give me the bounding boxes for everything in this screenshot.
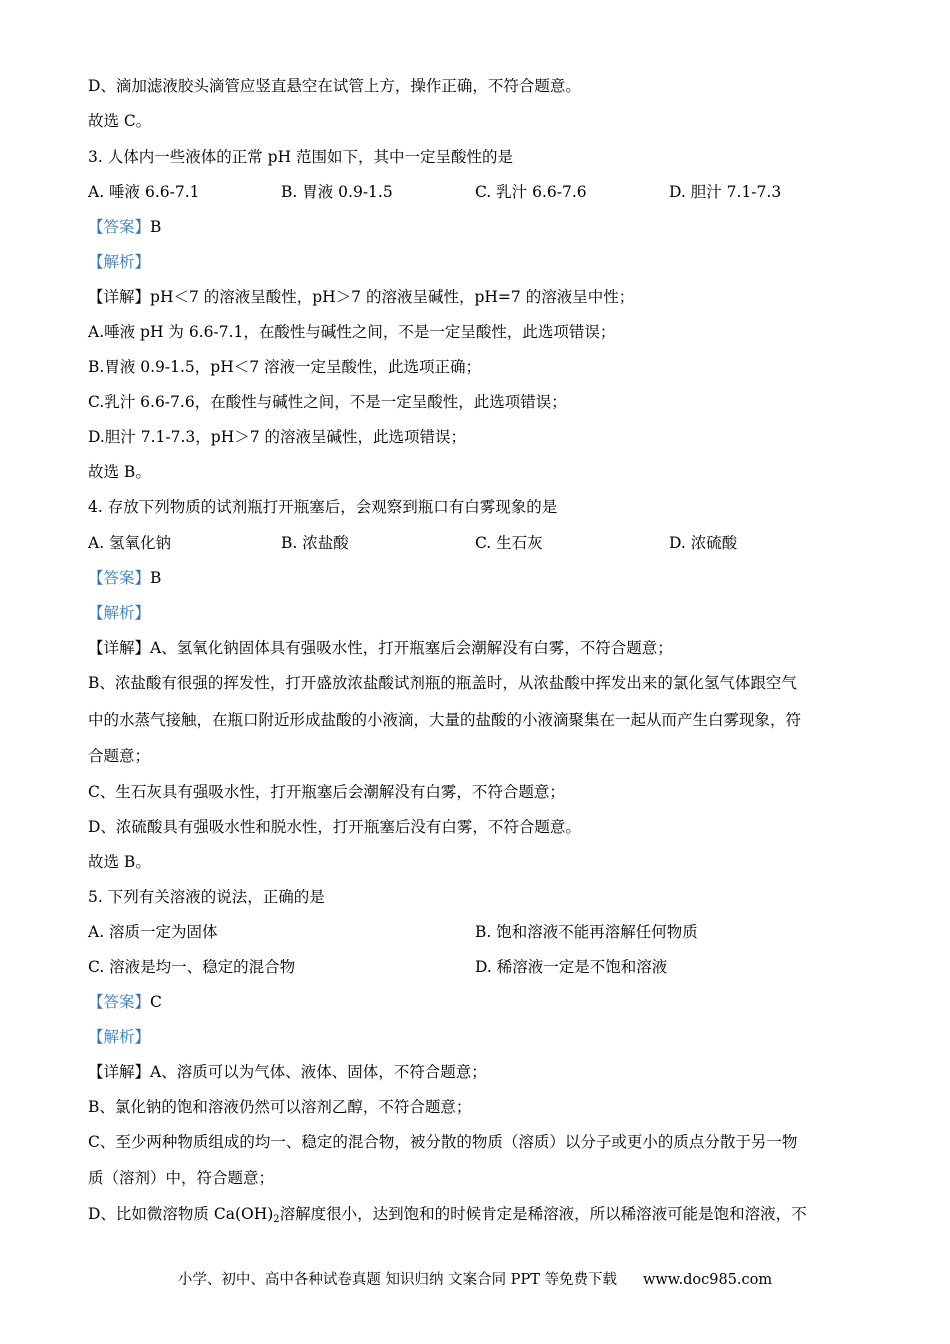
text-line <box>88 1204 807 1224</box>
q3-answer <box>88 217 161 237</box>
footer-link[interactable]: www.doc985.com <box>642 1272 773 1288</box>
q3-option-d: D. 胆汁 7.1-7.3 <box>669 183 782 201</box>
q3-option-b: B. 胃液 0.9-1.5 <box>281 183 393 201</box>
q5-analysis-tag <box>88 1027 150 1047</box>
answer-tag: 【答案】 <box>88 218 151 236</box>
q3-detail <box>88 287 634 307</box>
subscript: 2 <box>273 1214 280 1225</box>
text-line: A.唾液 pH 为 6.6-7.1，在酸性与碱性之间，不是一定呈酸性，此选项错误； <box>88 323 616 341</box>
q4-option-b: B. 浓盐酸 <box>281 534 349 552</box>
detail-tag: 【详解】 <box>88 639 151 657</box>
q4-answer <box>88 568 161 588</box>
text-line: 故选 C。 <box>88 112 152 130</box>
answer-tag: 【答案】 <box>88 569 151 587</box>
question-3: 3. 人体内一些液体的正常 pH 范围如下，其中一定呈酸性的是 <box>88 148 514 166</box>
q5-option-b: B. 饱和溶液不能再溶解任何物质 <box>475 923 698 941</box>
text-line: B、浓盐酸有很强的挥发性，打开盛放浓盐酸试剂瓶的瓶盖时，从浓盐酸中挥发出来的氯化氢气体跟空气 <box>88 674 797 692</box>
q5-option-a: A. 溶质一定为固体 <box>88 923 218 941</box>
detail-text: pH＜7 的溶液呈酸性，pH＞7 的溶液呈碱性，pH=7 的溶液呈中性； <box>150 288 635 306</box>
text-line: D.胆汁 7.1-7.3，pH＞7 的溶液呈碱性，此选项错误； <box>88 428 466 446</box>
q5-answer <box>88 992 162 1012</box>
text-line: D、滴加滤液胶头滴管应竖直悬空在试管上方，操作正确，不符合题意。 <box>88 77 581 95</box>
detail-text: A、溶质可以为气体、液体、固体，不符合题意； <box>150 1063 487 1081</box>
text-line: D、浓硫酸具有强吸水性和脱水性，打开瓶塞后没有白雾，不符合题意。 <box>88 818 581 836</box>
page-footer <box>0 1270 950 1290</box>
q3-option-a: A. 唾液 6.6-7.1 <box>88 183 200 201</box>
question-4: 4. 存放下列物质的试剂瓶打开瓶塞后，会观察到瓶口有白雾现象的是 <box>88 498 558 516</box>
question-5: 5. 下列有关溶液的说法，正确的是 <box>88 888 325 906</box>
text-line: 质（溶剂）中，符合题意； <box>88 1169 275 1187</box>
analysis-tag: 【解析】 <box>88 253 151 271</box>
text-line: C、至少两种物质组成的均一、稳定的混合物，被分散的物质（溶质）以分子或更小的质点分散于另一物 <box>88 1133 798 1151</box>
q3-option-c: C. 乳汁 6.6-7.6 <box>475 183 587 201</box>
text-line: 故选 B。 <box>88 463 151 481</box>
text-line: 中的水蒸气接触，在瓶口附近形成盐酸的小液滴，大量的盐酸的小液滴聚集在一起从而产生白雾现象，符 <box>88 711 802 729</box>
analysis-tag: 【解析】 <box>88 604 151 622</box>
text-line: B.胃液 0.9-1.5，pH＜7 溶液一定呈酸性，此选项正确； <box>88 358 482 376</box>
answer-tag: 【答案】 <box>88 993 151 1011</box>
text-line: 故选 B。 <box>88 853 151 871</box>
text-fragment: D、比如微溶物质 Ca(OH) <box>88 1205 274 1223</box>
q5-option-d: D. 稀溶液一定是不饱和溶液 <box>475 958 668 976</box>
q4-option-a: A. 氢氧化钠 <box>88 534 172 552</box>
detail-text: A、氢氧化钠固体具有强吸水性，打开瓶塞后会潮解没有白雾，不符合题意； <box>150 639 673 657</box>
text-line: C、生石灰具有强吸水性，打开瓶塞后会潮解没有白雾，不符合题意； <box>88 783 565 801</box>
text-line: B、氯化钠的饱和溶液仍然可以溶剂乙醇，不符合题意； <box>88 1098 472 1116</box>
q3-analysis-tag <box>88 252 150 272</box>
q5-detail <box>88 1062 487 1082</box>
detail-tag: 【详解】 <box>88 1063 151 1081</box>
q4-option-d: D. 浓硫酸 <box>669 534 738 552</box>
q4-analysis-tag <box>88 603 150 623</box>
q4-detail <box>88 638 673 658</box>
analysis-tag: 【解析】 <box>88 1028 151 1046</box>
footer-text: 小学、初中、高中各种试卷真题 知识归纳 文案合同 PPT 等免费下载 <box>177 1272 617 1288</box>
text-line: C.乳汁 6.6-7.6，在酸性与碱性之间，不是一定呈酸性，此选项错误； <box>88 393 567 411</box>
answer-value: B <box>150 218 162 236</box>
detail-tag: 【详解】 <box>88 288 151 306</box>
answer-value: B <box>150 569 162 587</box>
q5-option-c: C. 溶液是均一、稳定的混合物 <box>88 958 296 976</box>
text-fragment: 溶解度很小，达到饱和的时候肯定是稀溶液，所以稀溶液可能是饱和溶液，不 <box>279 1205 807 1223</box>
answer-value: C <box>150 993 162 1011</box>
text-line: 合题意； <box>88 747 151 765</box>
q4-option-c: C. 生石灰 <box>475 534 543 552</box>
